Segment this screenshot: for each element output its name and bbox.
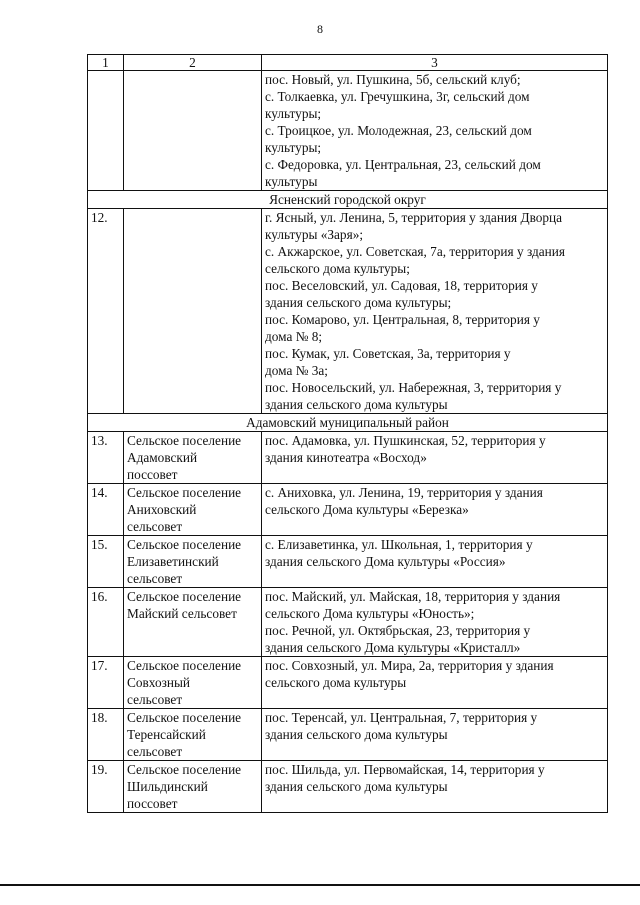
municipality-line: сельсовет [127,744,183,759]
address-line: пос. Шильда, ул. Первомайская, 14, территория у [265,762,545,777]
municipality-line: Адамовский [127,450,198,465]
address-line: пос. Веселовский, ул. Садовая, 18, территория у [265,278,538,293]
address-line: дома № 8; [265,329,323,344]
table-row [88,588,608,657]
address-cell [262,657,608,709]
row-number-cell: 17. [88,657,124,709]
address-line: с. Толкаевка, ул. Гречушкина, 3г, сельский дом [265,89,530,104]
table-row [88,209,608,414]
address-line: культуры; [265,140,322,155]
address-line: здания сельского дома культуры; [265,295,452,310]
row-number-cell: 19. [88,761,124,813]
address-line: здания сельского дома культуры [265,727,448,742]
table-header-row [88,55,608,71]
row-number-cell: 13. [88,432,124,484]
row-number-cell: 15. [88,536,124,588]
header-col-1: 1 [88,55,124,71]
address-cell [262,536,608,588]
municipality-line: Сельское поселение [127,589,242,604]
municipality-line: Теренсайский [127,727,206,742]
address-cell [262,484,608,536]
address-line: культуры «Заря»; [265,227,364,242]
municipality-line: поссовет [127,796,178,811]
table-row [88,761,608,813]
municipality-cell [124,209,262,414]
section-title: Ясненский городской округ [88,191,608,209]
address-cell [262,432,608,484]
address-line: здания кинотеатра «Восход» [265,450,427,465]
address-line: сельского дома культуры; [265,261,410,276]
address-line: пос. Теренсай, ул. Центральная, 7, территория у [265,710,538,725]
address-line: пос. Новый, ул. Пушкина, 5б, сельский клуб; [265,72,521,87]
address-line: пос. Новосельский, ул. Набережная, 3, территория у [265,380,562,395]
address-line: с. Федоровка, ул. Центральная, 23, сельский дом [265,157,541,172]
section-row [88,191,608,209]
address-line: пос. Майский, ул. Майская, 18, территория у здания [265,589,561,604]
address-line: г. Ясный, ул. Ленина, 5, территория у здания Дворца [265,210,563,225]
municipality-line: Сельское поселение [127,485,242,500]
address-cell [262,209,608,414]
municipality-line: Сельское поселение [127,537,242,552]
municipality-cell [124,588,262,657]
address-line: сельского Дома культуры «Березка» [265,502,469,517]
municipality-cell [124,71,262,191]
table-row [88,709,608,761]
address-line: пос. Комарово, ул. Центральная, 8, территория у [265,312,540,327]
table-row [88,536,608,588]
municipality-cell [124,432,262,484]
municipality-line: Сельское поселение [127,658,242,673]
address-cell [262,709,608,761]
municipality-line: Совхозный [127,675,191,690]
section-title: Адамовский муниципальный район [88,414,608,432]
municipality-cell [124,657,262,709]
address-line: дома № 3а; [265,363,328,378]
address-cell [262,588,608,657]
address-line: с. Аниховка, ул. Ленина, 19, территория у здания [265,485,543,500]
row-number-cell: 16. [88,588,124,657]
municipality-cell [124,761,262,813]
section-row [88,414,608,432]
page-number: 8 [317,22,323,36]
address-line: культуры; [265,106,322,121]
municipality-line: сельсовет [127,519,183,534]
address-line: с. Елизаветинка, ул. Школьная, 1, территория у [265,537,533,552]
municipality-line: сельсовет [127,571,183,586]
municipality-cell [124,536,262,588]
address-line: культуры [265,174,318,189]
municipality-cell [124,709,262,761]
row-number-cell: 14. [88,484,124,536]
table-row [88,657,608,709]
address-line: здания сельского Дома культуры «Кристалл» [265,640,521,655]
address-line: здания сельского Дома культуры «Россия» [265,554,506,569]
address-cell [262,761,608,813]
municipality-line: Майский сельсовет [127,606,237,621]
municipality-cell [124,484,262,536]
municipality-line: Сельское поселение [127,433,242,448]
footer-rule [0,884,640,886]
municipality-line: сельсовет [127,692,183,707]
address-line: здания сельского дома культуры [265,779,448,794]
address-line: с. Акжарское, ул. Советская, 7а, территория у здания [265,244,565,259]
document-table [87,54,608,813]
address-line: с. Троицкое, ул. Молодежная, 23, сельский дом [265,123,532,138]
row-number-cell: 12. [88,209,124,414]
table-row [88,71,608,191]
row-number-cell: 18. [88,709,124,761]
address-line: пос. Совхозный, ул. Мира, 2а, территория у здания [265,658,554,673]
address-line: пос. Речной, ул. Октябрьская, 23, территория у [265,623,531,638]
municipality-line: Сельское поселение [127,762,242,777]
address-line: пос. Кумак, ул. Советская, 3а, территория у [265,346,511,361]
address-cell [262,71,608,191]
row-number-cell [88,71,124,191]
municipality-line: Аниховский [127,502,197,517]
address-line: здания сельского дома культуры [265,397,448,412]
adamovsky-rows [88,432,608,813]
municipality-line: Елизаветинский [127,554,219,569]
address-line: сельского дома культуры [265,675,407,690]
header-col-2: 2 [124,55,262,71]
municipality-line: Шильдинский [127,779,208,794]
table-row [88,432,608,484]
header-col-3: 3 [262,55,608,71]
municipality-line: Сельское поселение [127,710,242,725]
address-line: сельского Дома культуры «Юность»; [265,606,475,621]
municipality-line: поссовет [127,467,178,482]
address-line: пос. Адамовка, ул. Пушкинская, 52, территория у [265,433,546,448]
table-row [88,484,608,536]
